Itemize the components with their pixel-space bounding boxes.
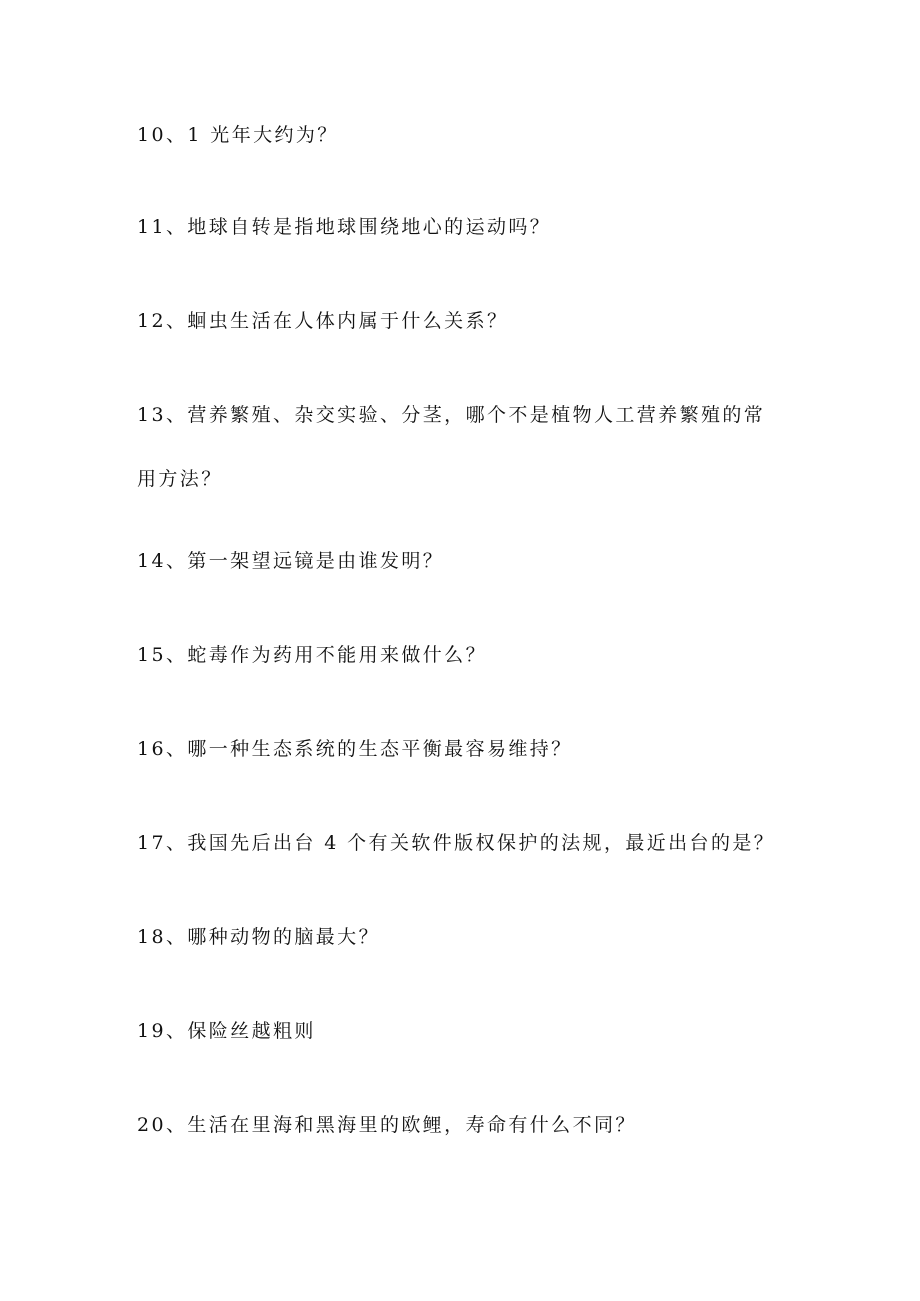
question-10: 10、1 光年大约为？ [137,124,339,146]
question-19: 19、保险丝越粗则 [137,1020,316,1042]
question-15: 15、蛇毒作为药用不能用来做什么？ [137,644,487,666]
question-13-line-2: 用方法？ [137,468,223,490]
question-13-line-1: 13、营养繁殖、杂交实验、分茎，哪个不是植物人工营养繁殖的常 [137,404,766,426]
question-17: 17、我国先后出台 4 个有关软件版权保护的法规，最近出台的是？ [137,832,776,854]
question-14: 14、第一架望远镜是由谁发明？ [137,550,445,572]
question-12: 12、蛔虫生活在人体内属于什么关系？ [137,310,509,332]
question-20: 20、生活在里海和黑海里的欧鲤，寿命有什么不同？ [137,1114,637,1136]
question-18: 18、哪种动物的脑最大？ [137,926,380,948]
question-13 [137,400,777,494]
question-16: 16、哪一种生态系统的生态平衡最容易维持？ [137,738,573,760]
question-11: 11、地球自转是指地球围绕地心的运动吗？ [137,216,552,238]
